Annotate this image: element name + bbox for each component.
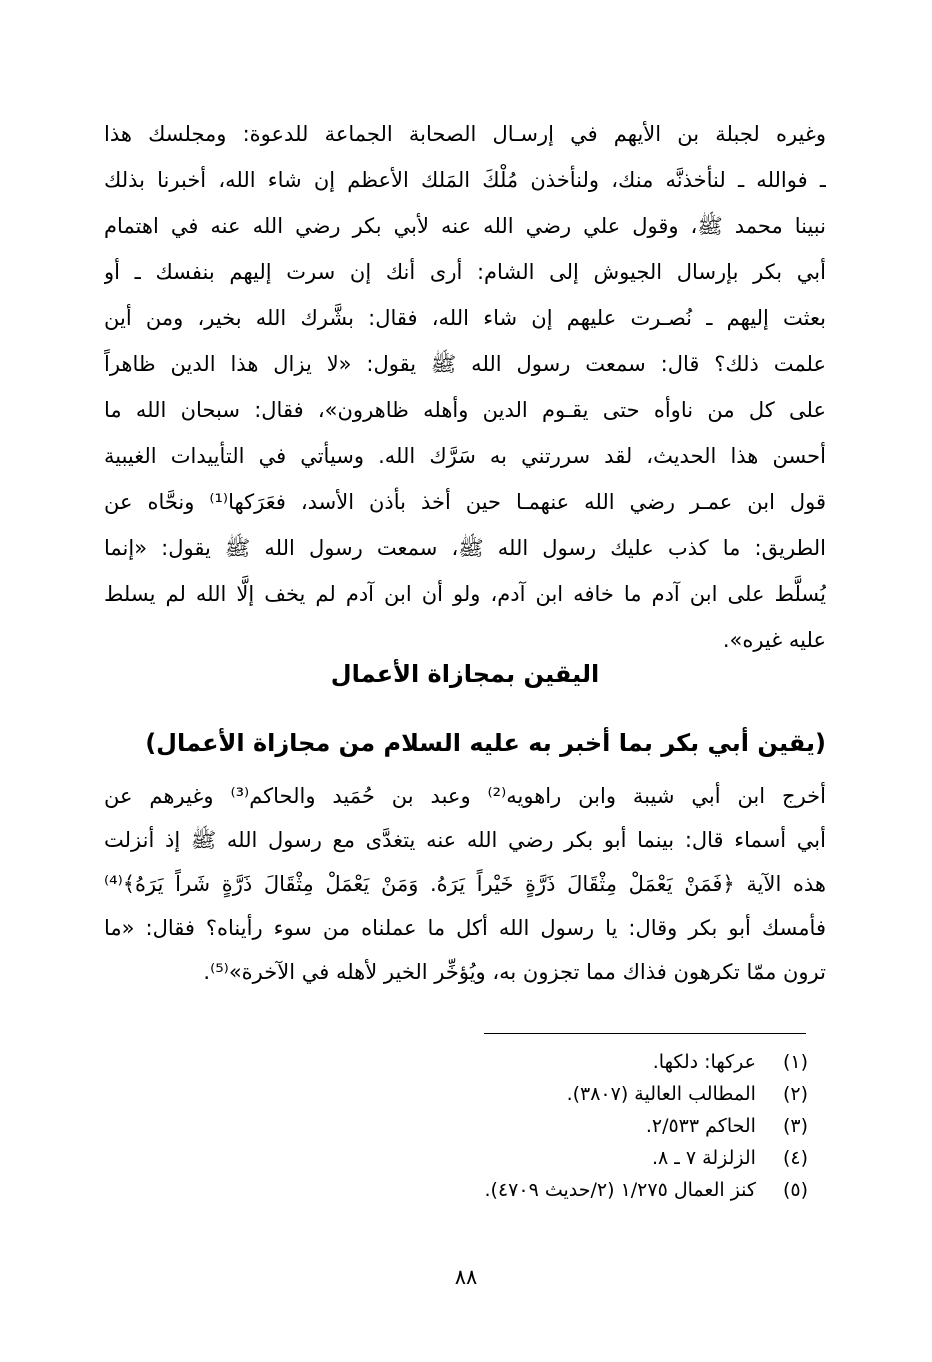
text-line: قول ابن عمـر رضي الله عنهمـا حين أخذ بأذن الأسد، فعَرَكها⁽¹⁾ ونحَّاه عن: [104, 490, 826, 514]
footnote-separator: [484, 1033, 806, 1034]
text-line: نبينا محمد ﷺ، وقول علي رضي الله عنه لأبي بكر رضي الله عنه في اهتمام: [104, 214, 826, 238]
text-line: أبي بكر بإرسال الجيوش إلى الشام: أرى أنك إن سرت إليهم بنفسك ـ أو: [104, 260, 826, 284]
footnotes: [440, 1046, 808, 1206]
section-heading: اليقين بمجازاة الأعمال: [330, 660, 600, 688]
footnote: [440, 1142, 808, 1174]
footnote-number: (٤): [782, 1147, 808, 1169]
text-line: أبي أسماء قال: بينما أبو بكر رضي الله عنه يتغدَّى مع رسول الله ﷺ إذ أنزلت: [104, 828, 826, 852]
subsection-heading: (يقين أبي بكر بما أخبر به عليه السلام من مجازاة الأعمال): [145, 729, 826, 757]
footnote-number: (٢): [782, 1083, 808, 1105]
text-line: بعثت إليهم ـ نُصـرت عليهم إن شاء الله، فقال: بشَّرك الله بخير، ومن أين: [104, 306, 826, 330]
footnote-number: (٥): [782, 1179, 808, 1201]
text-line: فأمسك أبو بكر وقال: يا رسول الله أكل ما عملناه من سوء رأيناه؟ فقال: «ما: [104, 916, 826, 940]
footnote: [440, 1174, 808, 1206]
text-line: ترون ممّا تكرهون فذاك مما تجزون به، ويُؤخِّر الخير لأهله في الآخرة»⁽⁵⁾.: [203, 960, 826, 984]
text-line: وغيره لجبلة بن الأيهم في إرسـال الصحابة الجماعة للدعوة: ومجلسك هذا: [104, 122, 826, 146]
footnote-number: (١): [782, 1051, 808, 1073]
text-line: على كل من ناوأه حتى يقـوم الدين وأهله ظاهرون»، فقال: سبحان الله ما: [104, 398, 826, 422]
text-line: الطريق: ما كذب عليك رسول الله ﷺ، سمعت رسول الله ﷺ يقول: «إنما: [104, 536, 826, 560]
body-paragraph-2: [104, 774, 826, 994]
text-line: يُسلَّط على ابن آدم ما خافه ابن آدم، ولو أن ابن آدم لم يخف إلَّا الله لم يسلط: [104, 582, 826, 606]
footnote: [440, 1110, 808, 1142]
body-paragraph-1: [104, 111, 826, 663]
footnote-text: الحاكم ٢/٥٣٣.: [645, 1115, 756, 1137]
footnote: [440, 1046, 808, 1078]
text-line: هذه الآية ﴿فَمَنْ يَعْمَلْ مِثْقَالَ ذَرَّةٍ خَيْراً يَرَهُ. وَمَنْ يَعْمَلْ مِثْقَالَ ذَرَّةٍ شَراً يَرَهُ﴾⁽⁴⁾: [104, 872, 826, 896]
text-line: ـ فوالله ـ لنأخذنَّه منك، ولنأخذن مُلْكَ المَلك الأعظم إن شاء الله، أخبرنا بذلك: [104, 168, 826, 192]
text-line: أحسن هذا الحديث، لقد سررتني به سَرَّك الله. وسيأتي في التأييدات الغيبية: [104, 444, 826, 468]
text-line: علمت ذلك؟ قال: سمعت رسول الله ﷺ يقول: «لا يزال هذا الدين ظاهراً: [104, 352, 826, 376]
page-number: ٨٨: [454, 1265, 478, 1289]
text-line: عليه غيره».: [722, 628, 826, 652]
text-line: أخرج ابن أبي شيبة وابن راهويه⁽²⁾ وعبد بن حُمَيد والحاكم⁽³⁾ وغيرهم عن: [104, 784, 826, 808]
footnote: [440, 1078, 808, 1110]
footnote-text: الزلزلة ٧ ـ ٨.: [651, 1147, 756, 1169]
footnote-text: عركها: دلكها.: [652, 1051, 756, 1073]
footnote-text: كنز العمال ١/٢٧٥ (٢/حديث ٤٧٠٩).: [484, 1179, 756, 1201]
footnote-number: (٣): [782, 1115, 808, 1137]
footnote-text: المطالب العالية (٣٨٠٧).: [566, 1083, 756, 1105]
